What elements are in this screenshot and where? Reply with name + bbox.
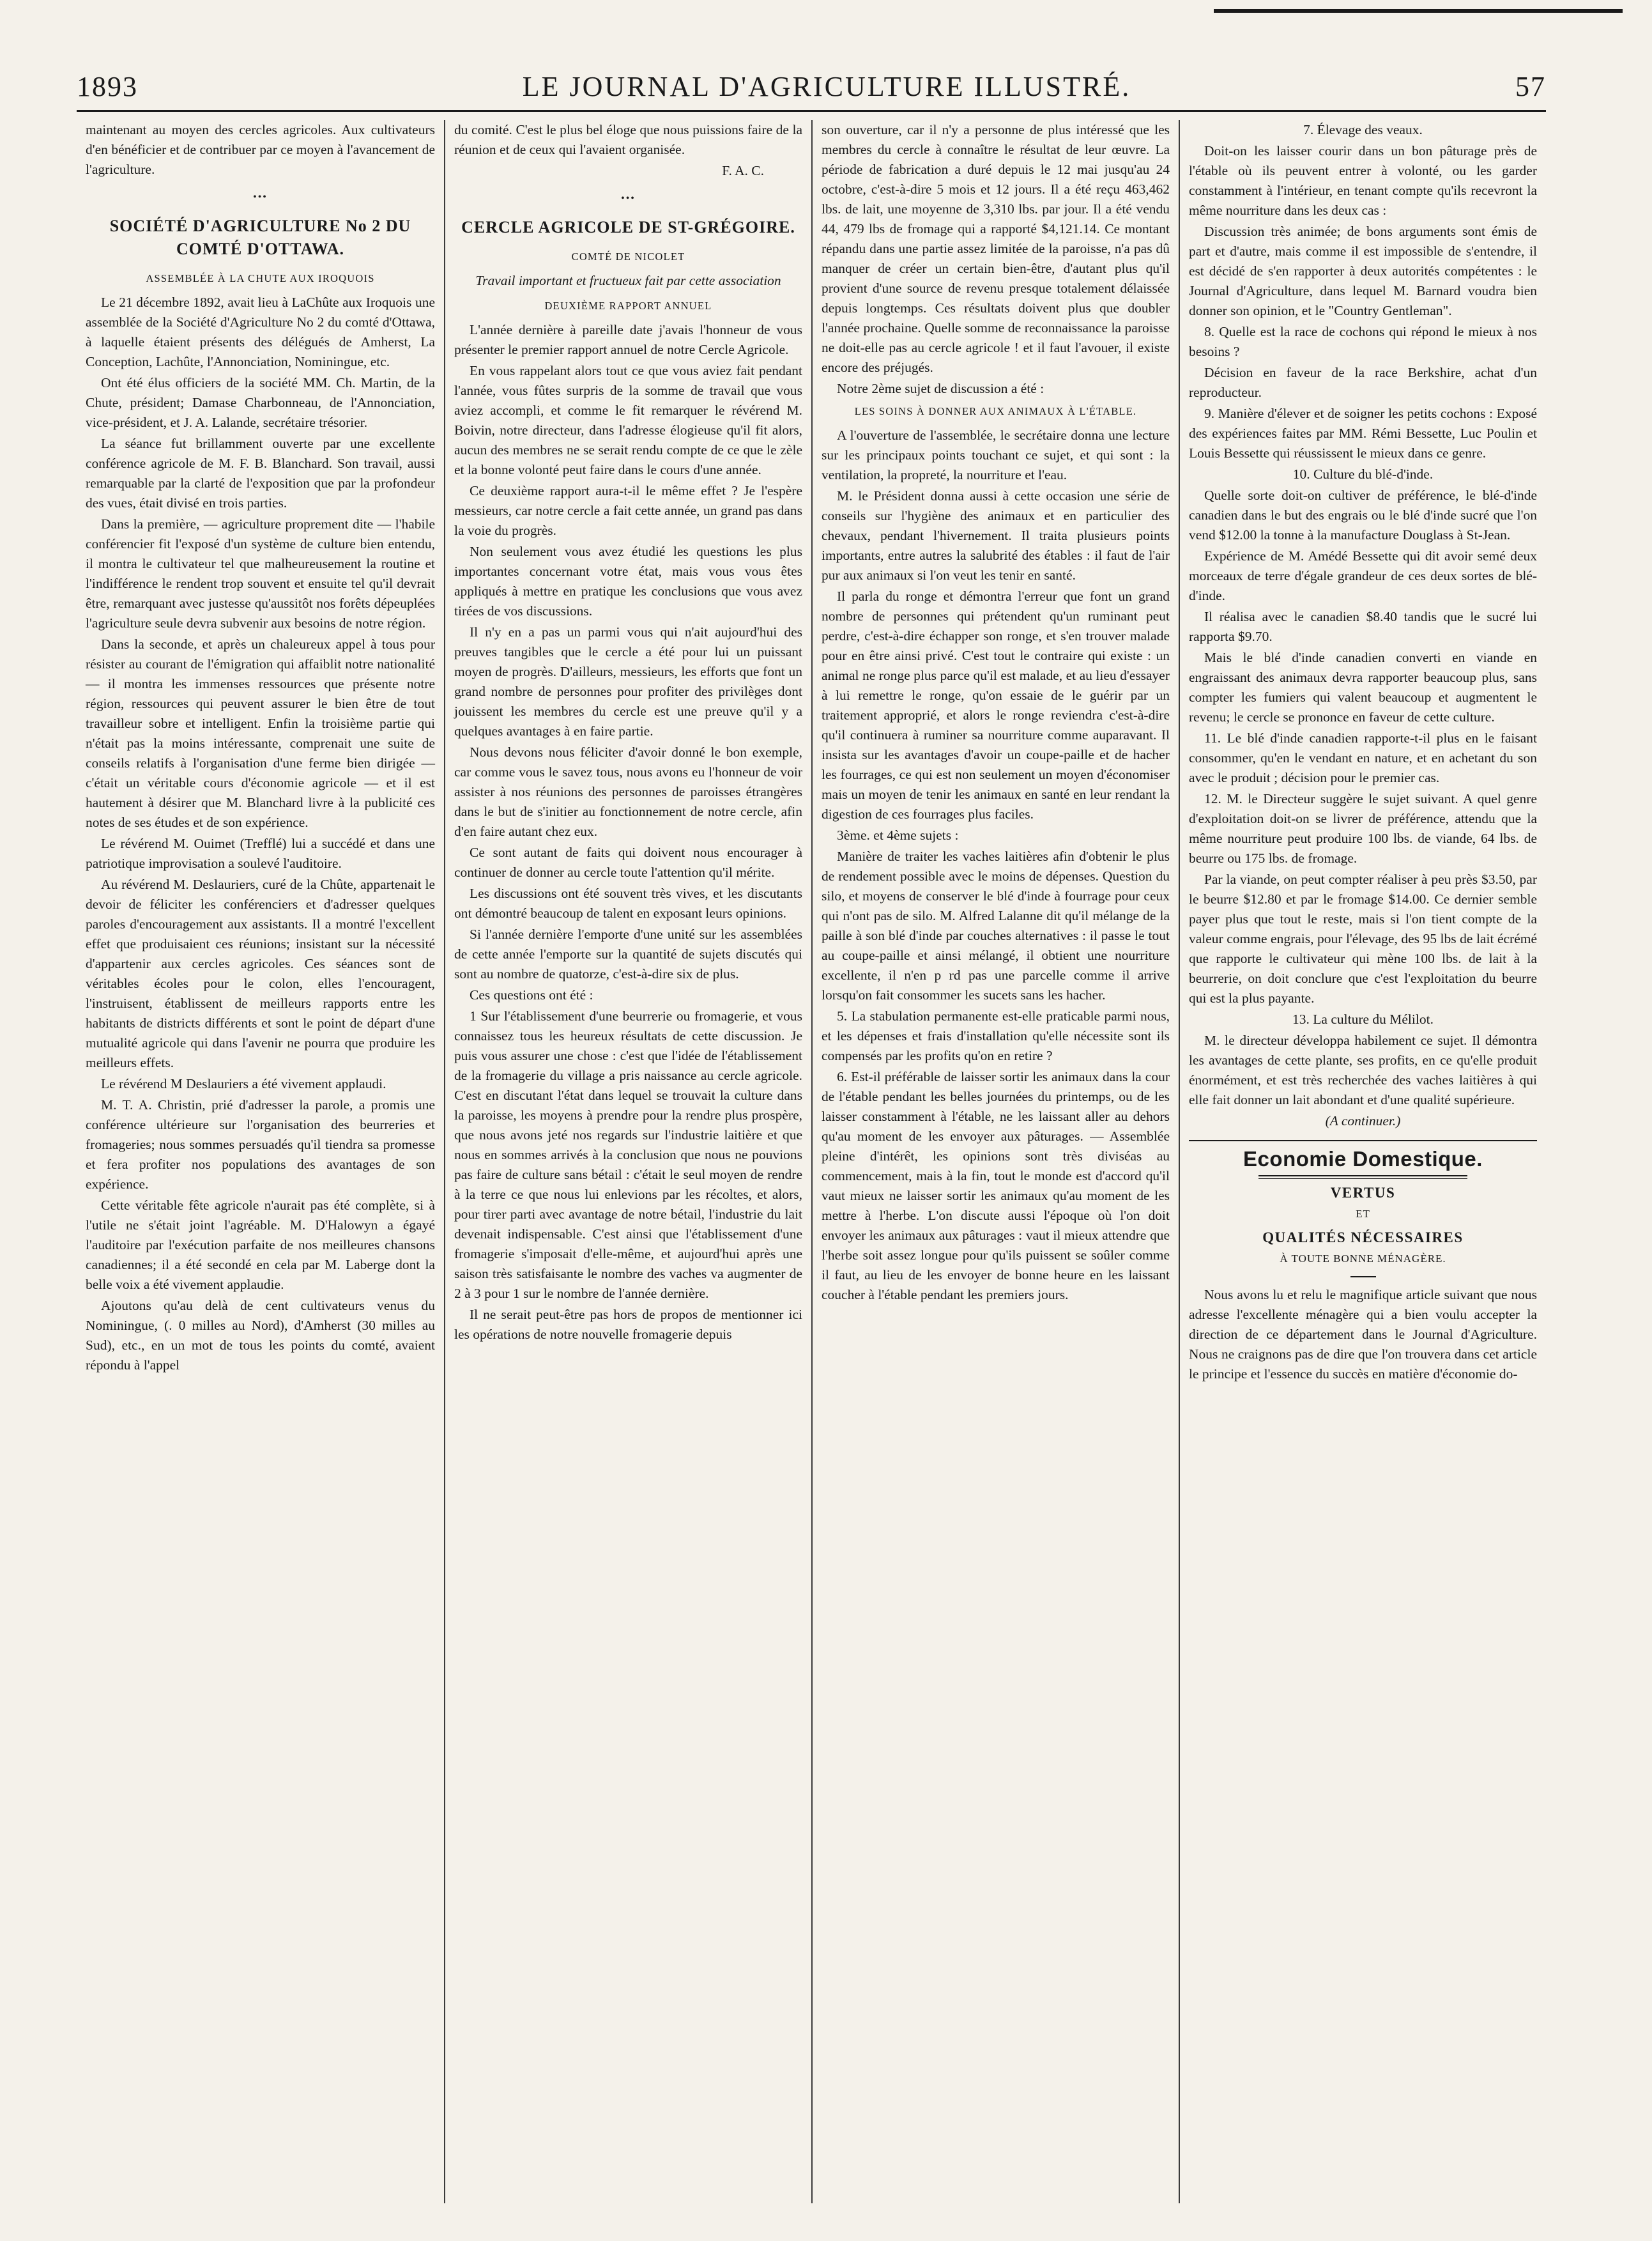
paragraph: En vous rappelant alors tout ce que vous aviez fait pendant l'année, vous fûtes surpris de la somme de travail que vous aviez accompli, et comme le fit remarquer le révérend M. Boivin, notre directeur, dans l'adresse élogieuse qu'il fit alors, aucun des membres ne se serait rendu compte de ce que le zèle et la bonne volonté peut faire dans le cours d'une année.: [454, 363, 802, 477]
top-rule: [1214, 9, 1623, 13]
paragraph: Le révérend M. Ouimet (Trefflé) lui a succédé et dans une patriotique improvisation a soulevé l'auditoire.: [86, 836, 435, 871]
paragraph: Ce deuxième rapport aura-t-il le même effet ? Je l'espère messieurs, car notre cercle a fait cette année, un grand pas dans la voie du progrès.: [454, 483, 802, 538]
paragraph: 3ème. et 4ème sujets :: [837, 828, 959, 843]
paragraph: Ajoutons qu'au delà de cent cultivateurs venus du Nominingue, (. 0 milles au Nord), d'Amherst (30 milles au Sud), etc., en un mot de tous les points du comté, avaient répondu à l'appel: [86, 1298, 435, 1373]
paragraph: L'année dernière à pareille date j'avais l'honneur de vous présenter le premier rapport annuel de notre Cercle Agricole.: [454, 322, 802, 357]
paragraph: Il ne serait peut-être pas hors de propos de mentionner ici les opérations de notre nouvelle fromagerie depuis: [454, 1307, 802, 1342]
subheading: COMTÉ DE NICOLET: [571, 250, 685, 263]
paragraph: Les discussions ont été souvent très vives, et les discutants ont démontré beaucoup de talent en exposant leurs opinions.: [454, 886, 802, 921]
subheading: ASSEMBLÉE À LA CHUTE AUX IROQUOIS: [146, 272, 375, 284]
paragraph: Nous devons nous féliciter d'avoir donné le bon exemple, car comme vous le savez tous, nous avons eu l'honneur de voir assister à nos réunions des personnes de paroisses étrangères dans le but de s'initier au fonctionnement de notre cercle, afin d'en faire autant chez eux.: [454, 744, 802, 839]
paragraph: La séance fut brillamment ouverte par une excellente conférence agricole de M. F. B. Blanchard. Son travail, aussi remarquable par la clarté de l'exposition que par la profondeur des vues, était divisé en trois parties.: [86, 436, 435, 511]
paragraph: Mais le blé d'inde canadien converti en viande en engraissant des animaux devra rapporter beaucoup plus, sans compter les fumiers qui valent beaucoup et augmentent le revenu; le cercle se prononce en faveur de cette culture.: [1189, 650, 1537, 725]
topic-heading: 10. Culture du blé-d'inde.: [1292, 466, 1434, 482]
paragraph: A l'ouverture de l'assemblée, le secrétaire donna une lecture sur les principaux points touchant ce sujet, et qui sont : la ventilation, la propreté, la nourriture et l'eau.: [822, 427, 1170, 482]
short-rule: [1350, 1276, 1376, 1277]
paragraph: Doit-on les laisser courir dans un bon pâturage près de l'étable où ils peuvent entrer à volonté, ou les garder constamment à l'intérieur, en tenant compte qu'ils recevront la même nourriture dans les deux cas :: [1189, 143, 1537, 218]
paragraph: du comité. C'est le plus bel éloge que nous puissions faire de la réunion et de ceux qui l'avaient organisée.: [454, 122, 802, 157]
paragraph: Il n'y en a pas un parmi vous qui n'ait aujourd'hui des preuves tangibles que le cercle a été pour lui un puissant moyen de progrès. D'ailleurs, messieurs, les efforts que font un grand nombre de personnes pour profiter des privilèges dont jouissent les membres du cercle est une preuve qu'il y a quelques avantages à en faire partie.: [454, 624, 802, 739]
article-deck: Travail important et fructueux fait par cette association: [475, 273, 781, 288]
section-rule: [1189, 1140, 1537, 1141]
paragraph: Dans la seconde, et après un chaleureux appel à tous pour résister au courant de l'émigration qui affaiblit notre nationalité — il montra les immenses ressources que présente notre région, ressources qui peuvent assurer le bien être de tout travailleur sobre et intelligent. Enfin la troisième partie qui n'était pas la moins intéressante, comprenait une suite de conseils relatifs à l'organisation d'une ferme bien dirigée — c'était un véritable cours d'économie agricole — et il est hautement à désirer que M. Blanchard livre à la publicité ces notes de ses études et de son expérience.: [86, 636, 435, 830]
paragraph: Expérience de M. Amédé Bessette qui dit avoir semé deux morceaux de terre d'égale grandeur de ces deux sortes de blé-d'inde.: [1189, 548, 1537, 603]
article-heading: CERCLE AGRICOLE DE ST-GRÉGOIRE.: [461, 218, 795, 236]
paragraph: 8. Quelle est la race de cochons qui répond le mieux à nos besoins ?: [1189, 324, 1537, 359]
article-title-line: VERTUS: [1330, 1185, 1396, 1201]
paragraph: Non seulement vous avez étudié les questions les plus importantes concernant votre état, mais vous vous êtes appliqués à mettre en pratique les conclusions que vous avez tirées de vos discussions.: [454, 544, 802, 619]
paragraph: Ce sont autant de faits qui doivent nous encourager à continuer de donner au cercle toute l'attention qu'il mérite.: [454, 845, 802, 880]
paragraph: Discussion très animée; de bons arguments sont émis de part et d'autre, mais comme il est impossible de s'entendre, il est décidé de s'en rapporter à deux autorités compétentes : le Journal d'Agriculture, dans lequel M. Barnard voudra bien donner son opinion, et le "Country Gentleman".: [1189, 224, 1537, 318]
columns: [77, 120, 1546, 2203]
article-heading: SOCIÉTÉ D'AGRICULTURE No 2 DU COMTÉ D'OTTAWA.: [109, 217, 411, 258]
separator: •••: [253, 192, 268, 203]
paragraph: Au révérend M. Deslauriers, curé de la Chûte, appartenait le devoir de féliciter les conférenciers et d'adresser quelques paroles d'encouragement aux assistants. Il a montré l'excellent effet que produisaient ces réunions; insistant sur la nécessité d'appartenir aux cercles agricoles. Ces séances sont de véritables écoles pour le colon, elles l'encouragent, l'instruisent, établissent de meilleurs rapports entre les habitants de districts différents et sont le point de départ d'une mutualité agricole qui dans l'avenir ne pourra que produire les meilleurs effets.: [86, 877, 435, 1070]
column-2: [444, 120, 811, 2203]
paragraph: 12. M. le Directeur suggère le sujet suivant. A quel genre d'exploitation doit-on se livrer de préférence, attendu que la même nourriture peut produire 100 lbs. de viande, 64 lbs. de beurre ou 175 lbs. de fromage.: [1189, 791, 1537, 866]
paragraph: Dans la première, — agriculture proprement dite — l'habile conférencier fit l'exposé d'un système de culture bien entendu, il montra le cultivateur tel que malheureusement la routine et l'indifférence le rendent trop souvent et ensuite tel qu'il devrait être, remarquant avec justesse qu'aussitôt nos forêts dépeuplées l'agriculture seule devra subvenir aux besoins de notre région.: [86, 516, 435, 631]
continued-note: (A continuer.): [1325, 1113, 1401, 1128]
paragraph: Notre 2ème sujet de discussion a été :: [837, 381, 1044, 396]
paragraph: Décision en faveur de la race Berkshire, achat d'un reproducteur.: [1189, 365, 1537, 400]
paragraph: M. T. A. Christin, prié d'adresser la parole, a promis une conférence ultérieure sur l'organisation des beurreries et fromageries; nous sommes persuadés qu'il tiendra sa promesse et fera profiter nos populations des avantages de son expérience.: [86, 1097, 435, 1192]
paragraph: Nous avons lu et relu le magnifique article suivant que nous adresse l'excellente ménagère qui a bien voulu accepter la direction de ce département dans le Journal d'Agriculture. Nous ne craignons pas de dire que l'on trouvera dans cet article le principe et l'essence du succès en matière d'économie do-: [1189, 1287, 1537, 1382]
paragraph: Ont été élus officiers de la société MM. Ch. Martin, de la Chute, président; Damase Charbonneau, de l'Annonciation, vice-président, et J. A. Lalande, secrétaire trésorier.: [86, 375, 435, 430]
column-1: [77, 120, 444, 2203]
title-rule: [1258, 1175, 1467, 1179]
header-rule: [77, 110, 1546, 112]
subheading: DEUXIÈME RAPPORT ANNUEL: [544, 300, 712, 312]
paragraph: 1 Sur l'établissement d'une beurrerie ou fromagerie, et vous connaissez tous les heureux résultats de cette discussion. Je puis vous assurer une chose : c'est que l'idée de l'établissement de la fromagerie du village a pris naissance au cercle agricole. C'est en discutant l'état dans lequel se trouvait la culture dans la paroisse, les moyens à prendre pour la rendre plus prospère, que nous avons jeté nos regards sur l'industrie laitière et que nous en sommes arrivés à la conclusion que nous ne pouvions pas faire de culture sans bétail : c'était le seul moyen de rendre à la terre ce que nous lui enlevions par les récoltes, et alors, pour tirer parti avec avantage de notre bétail, l'industrie du lait devenait indispensable. C'est ainsi que l'établissement d'une fromagerie s'imposait d'elle-même, et aujourd'hui après une saison très satisfaisante le nombre des vaches va augmenter de 2 à 3 pour 1 sur le nombre de l'année dernière.: [454, 1008, 802, 1301]
subheading: LES SOINS À DONNER AUX ANIMAUX À L'ÉTABLE.: [854, 405, 1137, 417]
paragraph: Ces questions ont été :: [470, 987, 593, 1003]
article-title-line: À TOUTE BONNE MÉNAGÈRE.: [1280, 1252, 1446, 1265]
paragraph: Si l'année dernière l'emporte d'une unité sur les assemblées de cette année l'emporte sur la quantité de sujets discutés qui sont au nombre de quatorze, c'est-à-dire six de plus.: [454, 927, 802, 982]
paragraph: Manière de traiter les vaches laitières afin d'obtenir le plus de rendement possible avec le moins de dépenses. Question du silo, et moyens de conserver le blé d'inde à fourrage pour ceux qui n'ont pas de silo. M. Alfred Lalanne dit qu'il mélange de la paille à son blé d'inde par couches alternatives : il passe le tout au coupe-paille et ainsi mélangé, il obtient une nourriture excellente, il n'en p rd pas une parcelle comme il arrive lorsqu'on fait consommer les sucets sans les hacher.: [822, 849, 1170, 1003]
article-title-line: ET: [1356, 1208, 1370, 1220]
header-page-number: 57: [1515, 71, 1546, 102]
paragraph: M. le directeur développa habilement ce sujet. Il démontra les avantages de cette plante, ses profits, en ce qu'elle produit énormément, et est très recherchée des vaches laitières à qui elle fait donner un lait abondant et d'une qualité supérieure.: [1189, 1033, 1537, 1107]
paragraph: 9. Manière d'élever et de soigner les petits cochons : Exposé des expériences faites par MM. Rémi Bessette, Luc Poulin et Louis Bessette qui réussissent le mieux dans ce genre.: [1189, 406, 1537, 461]
topic-heading: 13. La culture du Mélilot.: [1292, 1012, 1434, 1027]
paragraph: Il parla du ronge et démontra l'erreur que font un grand nombre de personnes qui prétendent qu'un ruminant peut perdre, c'est-à-dire échapper son ronge, et s'en trouver malade pour en être ainsi privé. C'est tout le contraire qui existe : un animal ne ronge plus parce qu'il est malade, et au lieu d'essayer à lui remettre le ronge, qu'on essaie de le guérir par un traitement approprié, et alors le ronge reviendra c'est-à-dire qu'il continuera à ruminer sa nourriture comme auparavant. Il insista sur les avantages d'avoir un coupe-paille et de hacher les fourrages, ce qui est non seulement un moyen d'économiser mais un moyen de tenir les animaux en santé en leur rendant la digestion de ces fourrages plus faciles.: [822, 589, 1170, 822]
topic-heading: 7. Élevage des veaux.: [1303, 122, 1423, 137]
header-title: LE JOURNAL D'AGRICULTURE ILLUSTRÉ.: [522, 71, 1131, 102]
separator: •••: [621, 193, 636, 204]
paragraph: son ouverture, car il n'y a personne de plus intéressé que les membres du cercle à connaître le résultat de leur œuvre. La période de fabrication a duré depuis le 12 mai jusqu'au 24 octobre, c'est-à-dire 5 mois et 12 jours. Il a été reçu 463,462 lbs. de lait, une moyenne de 3,310 lbs. par jour. Il a été vendu 44, 479 lbs de fromage qui a rapporté $4,121.14. Ce montant répandu dans une partie assez limitée de la paroisse, n'a pas dû manquer de créer un certain bien-être, d'autant plus qu'il provient d'une source de revenu presque totalement délaissée depuis longtemps. Ces résultats doivent plus que doubler l'année prochaine. Quelle somme de reconnaissance la paroisse ne doit-elle pas au cercle agricole ! et il faut l'avouer, il existe encore des préjugés.: [822, 122, 1170, 375]
column-4: [1179, 120, 1546, 2203]
paragraph: Par la viande, on peut compter réaliser à peu près $3.50, par le beurre $12.80 et par le fromage $14.00. Ce dernier semble payer plus que tout le reste, mais si l'on tient compte de la valeur comme engrais, pour l'élevage, des 95 lbs de lait écrémé que rapporte le cultivateur qui mène 100 lbs. de lait à la beurrerie, on doit conclure que c'est l'exploitation du beurre qui est la plus payante.: [1189, 872, 1537, 1006]
paragraph: Quelle sorte doit-on cultiver de préférence, le blé-d'inde canadien dans le but des engrais ou le blé d'inde sucré que l'on vend $12.00 la tonne à la manufacture Douglass à St-Jean.: [1189, 488, 1537, 543]
column-3: [811, 120, 1179, 2203]
paragraph: Le révérend M Deslauriers a été vivement applaudi.: [101, 1076, 386, 1091]
paragraph: Il réalisa avec le canadien $8.40 tandis que le sucré lui rapporta $9.70.: [1189, 609, 1537, 644]
section-title: Economie Domestique.: [1243, 1147, 1483, 1171]
article-title-line: QUALITÉS NÉCESSAIRES: [1262, 1229, 1464, 1245]
paragraph: 11. Le blé d'inde canadien rapporte-t-il plus en le faisant consommer, qu'en le vendant en nature, et en achetant du son avec le produit ; décision pour le premier cas.: [1189, 730, 1537, 785]
paragraph: Cette véritable fête agricole n'aurait pas été complète, si à l'utile ne s'était joint l'agréable. M. D'Halowyn a égayé l'auditoire par l'exécution parfaite de nos meilleures chansons canadiennes; il a été secondé en cela par M. Laberge dont la belle voix a été vivement applaudie.: [86, 1198, 435, 1292]
header-year: 1893: [77, 71, 138, 102]
paragraph: 6. Est-il préférable de laisser sortir les animaux dans la cour de l'étable pendant les belles journées du printemps, ou de les laisser constamment à l'étable, ne les laissant aller au dehors qu'au moment de les envoyer aux pâturages. — Assemblée pleine d'intérêt, les opinions sont très diviséas au commencement, mais à la fin, tout le monde est d'accord qu'il vaut mieux ne laisser sortir les animaux qu'au moment de les mettre à l'herbe. L'on discute aussi l'époque où l'on doit envoyer les animaux aux pâturages : vaut il mieux attendre que l'herbe soit assez longue pour qu'ils puissent se soûler comme il faut, au lieu de les envoyer de bonne heure en les laissant coucher à l'étable pendant les premiers jours.: [822, 1069, 1170, 1302]
paragraph: maintenant au moyen des cercles agricoles. Aux cultivateurs d'en bénéficier et de contribuer par ce moyen à l'avancement de l'agriculture.: [86, 122, 435, 177]
byline: F. A. C.: [722, 163, 764, 178]
page-header: [77, 70, 1546, 109]
paragraph: 5. La stabulation permanente est-elle praticable parmi nous, et les dépenses et frais d'installation qu'elle nécessite sont ils compensés par les profits qu'on en retire ?: [822, 1008, 1170, 1063]
paragraph: Le 21 décembre 1892, avait lieu à LaChûte aux Iroquois une assemblée de la Société d'Agriculture No 2 du comté d'Ottawa, à laquelle étaient présents des délégués de Amherst, La Conception, Lachûte, l'Annonciation, Nominingue, etc.: [86, 295, 435, 369]
paragraph: M. le Président donna aussi à cette occasion une série de conseils sur l'hygiène des animaux et en particulier des chevaux, pendant l'hivernement. Il traita plusieurs points importants, entre autres la salubrité des étables : il faut de l'air pur aux animaux si l'on veut les tenir en santé.: [822, 488, 1170, 583]
